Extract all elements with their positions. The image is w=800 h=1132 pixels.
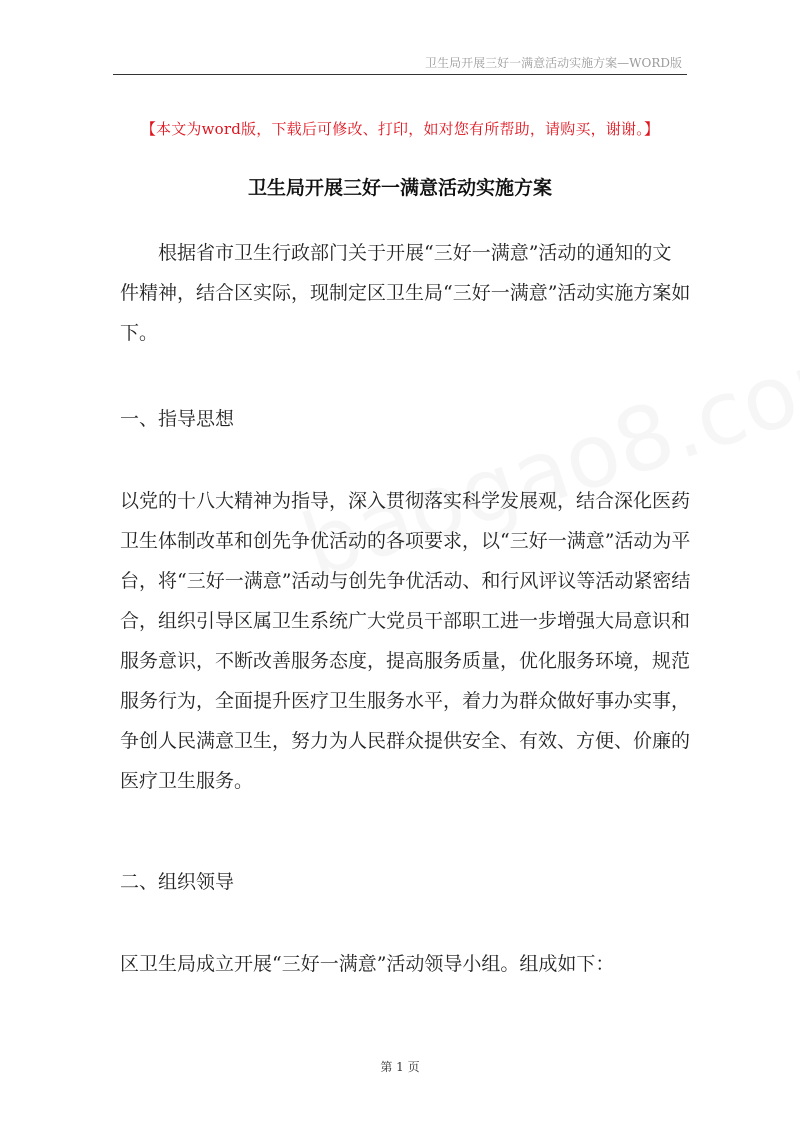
page-number: 第 1 页	[380, 1060, 420, 1074]
paragraph-line: 争创人民满意卫生，努力为人民群众提供安全、有效、方便、价廉的	[120, 730, 691, 752]
header-rule	[113, 74, 687, 75]
paragraph-line: 医疗卫生服务。	[120, 770, 254, 792]
intro-line: 下。	[120, 322, 159, 344]
document-title: 卫生局开展三好一满意活动实施方案	[247, 177, 552, 199]
paragraph-line: 以党的十八大精神为指导，深入贯彻落实科学发展观，结合深化医药	[120, 490, 691, 512]
intro-paragraph	[120, 233, 691, 353]
paragraph-line: 卫生体制改革和创先争优活动的各项要求，以“三好一满意”活动为平	[120, 530, 691, 552]
paragraph-line: 服务行为，全面提升医疗卫生服务水平，着力为群众做好事办实事，	[120, 690, 691, 712]
download-notice: 【本文为word版，下载后可修改、打印，如对您有所帮助，请购买，谢谢。】	[140, 120, 660, 138]
intro-line: 根据省市卫生行政部门关于开展“三好一满意”活动的通知的文	[158, 242, 672, 264]
section1-paragraph	[120, 481, 691, 801]
section-heading-guiding-thought: 一、指导思想	[120, 408, 235, 430]
intro-line: 件精神，结合区实际，现制定区卫生局“三好一满意”活动实施方案如	[120, 282, 691, 304]
paragraph-line: 合，组织引导区属卫生系统广大党员干部职工进一步增强大局意识和	[120, 610, 691, 632]
paragraph-line: 服务意识，不断改善服务态度，提高服务质量，优化服务环境，规范	[120, 650, 691, 672]
section-heading-organization: 二、组织领导	[120, 871, 235, 893]
section2-paragraph	[120, 944, 688, 984]
paragraph-line: 台，将“三好一满意”活动与创先争优活动、和行风评议等活动紧密结	[120, 570, 691, 592]
paragraph-line: 区卫生局成立开展“三好一满意”活动领导小组。组成如下：	[120, 953, 615, 975]
running-header: 卫生局开展三好一满意活动实施方案—WORD版	[425, 56, 682, 70]
